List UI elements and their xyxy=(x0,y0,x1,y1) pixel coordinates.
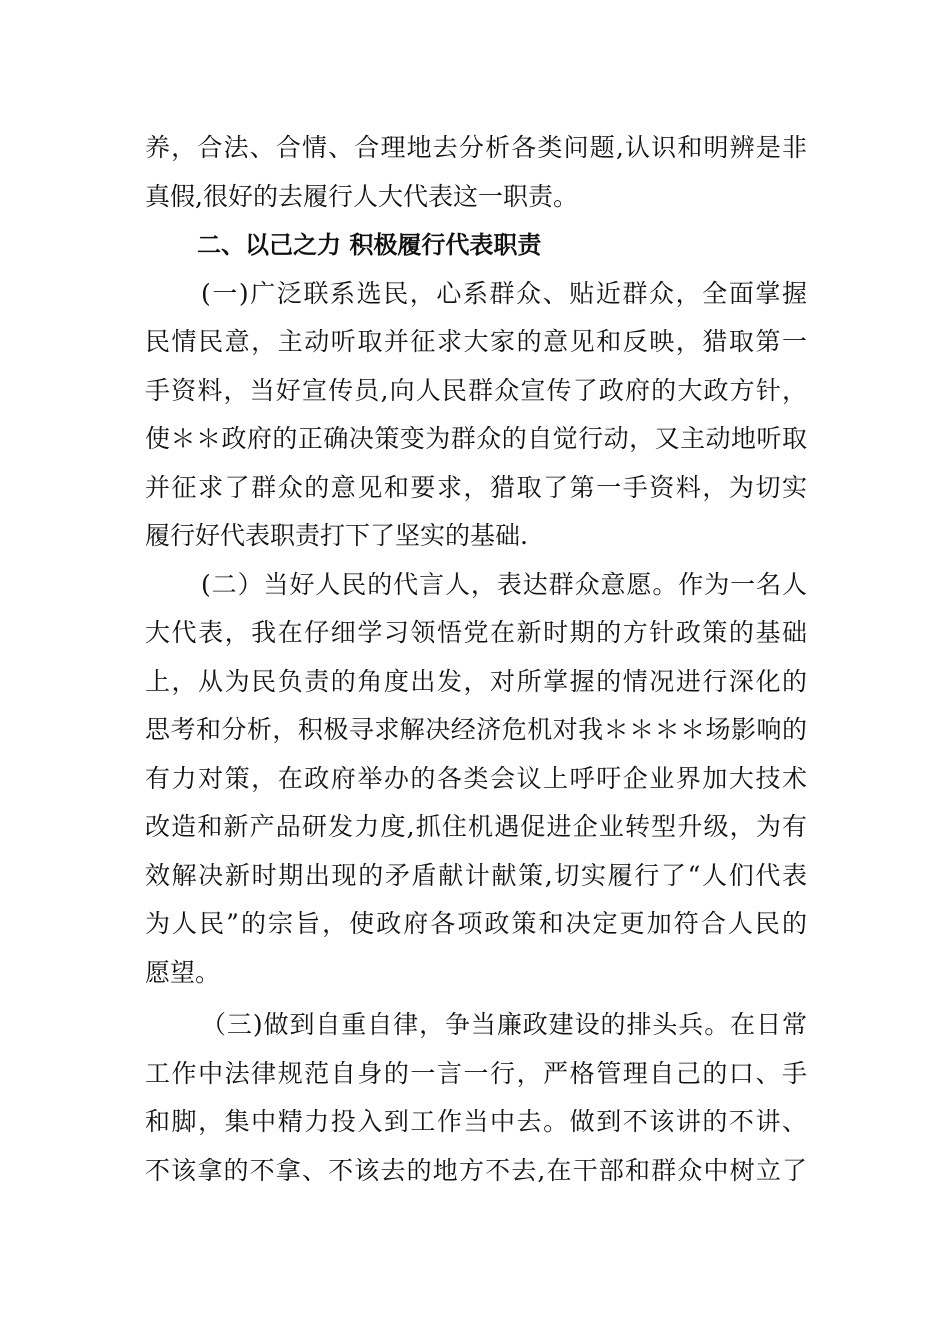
text-line: 思考和分析，积极寻求解决经济危机对我＊＊＊＊场影响的 xyxy=(145,715,807,744)
text-line: 大代表，我在仔细学习领悟党在新时期的方针政策的基础 xyxy=(145,618,807,647)
section-heading: 二、以己之力 积极履行代表职责 xyxy=(197,231,542,259)
paragraph-continuation xyxy=(145,124,807,221)
text-line: 上，从为民负责的角度出发，对所掌握的情况进行深化的 xyxy=(145,666,807,696)
text-line: 不该拿的不拿、不该去的地方不去,在干部和群众中树立了 xyxy=(145,1155,807,1185)
text-line: 愿望。 xyxy=(145,957,221,987)
paragraph-1 xyxy=(145,270,807,561)
text-line: 效解决新时期出现的矛盾献计献策,切实履行了“人们代表 xyxy=(145,860,807,890)
text-line: 民情民意，主动听取并征求大家的意见和反映，猎取第一 xyxy=(145,327,807,356)
document-body xyxy=(145,124,807,1195)
text-line: （三)做到自重自律，争当廉政建设的排头兵。在日常 xyxy=(201,1010,807,1039)
text-line: 有力对策，在政府举办的各类会议上呼吁企业界加大技术 xyxy=(145,763,807,793)
text-line: 为人民”的宗旨，使政府各项政策和决定更加符合人民的 xyxy=(145,909,807,938)
text-line: 养，合法、合情、合理地去分析各类问题,认识和明辨是非 xyxy=(145,133,807,162)
text-line: 手资料，当好宣传员,向人民群众宣传了政府的大政方针， xyxy=(145,375,807,405)
text-line: (一)广泛联系选民，心系群众、贴近群众，全面掌握 xyxy=(201,278,807,308)
text-line: (二）当好人民的代言人，表达群众意愿。作为一名人 xyxy=(201,569,807,599)
text-line: 使＊＊政府的正确决策变为群众的自觉行动，又主动地听取 xyxy=(145,424,807,453)
text-line: 履行好代表职责打下了坚实的基础. xyxy=(145,521,528,550)
text-line: 工作中法律规范自身的一言一行，严格管理自己的口、手 xyxy=(145,1058,807,1088)
text-line: 并征求了群众的意见和要求，猎取了第一手资料，为切实 xyxy=(145,472,807,502)
text-line: 和脚，集中精力投入到工作当中去。做到不该讲的不讲、 xyxy=(145,1107,807,1136)
paragraph-2 xyxy=(145,561,807,998)
text-line: 真假,很好的去履行人大代表这一职责。 xyxy=(145,181,578,211)
paragraph-3 xyxy=(145,1001,807,1195)
text-line: 改造和新产品研发力度,抓住机遇促进企业转型升级，为有 xyxy=(145,812,807,841)
